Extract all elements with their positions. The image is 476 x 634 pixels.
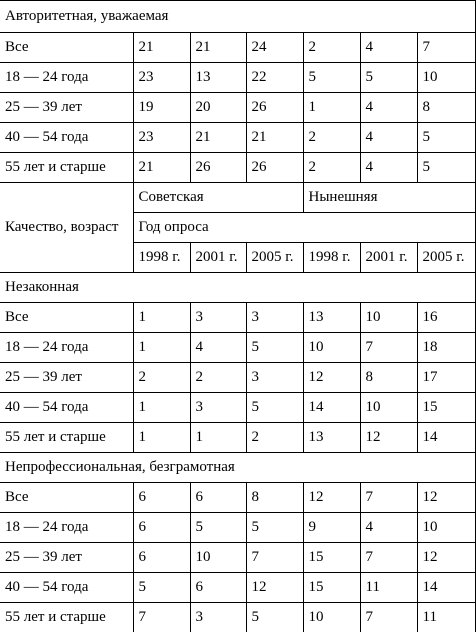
table-row bbox=[0, 603, 475, 633]
table-cell: 12 bbox=[246, 573, 303, 603]
table-cell: 16 bbox=[417, 303, 475, 333]
table-cell: 21 bbox=[246, 123, 303, 153]
table-cell: 2 bbox=[303, 33, 360, 63]
table-cell: 7 bbox=[360, 543, 417, 573]
table-cell: 7 bbox=[360, 483, 417, 513]
table-cell: 12 bbox=[303, 363, 360, 393]
table-cell: 5 bbox=[246, 603, 303, 633]
table-cell: 6 bbox=[133, 513, 190, 543]
table-row bbox=[0, 333, 475, 363]
header-year: 2005 г. bbox=[417, 243, 475, 273]
table-cell: 5 bbox=[246, 393, 303, 423]
table-cell: 2 bbox=[246, 423, 303, 453]
table-cell: 5 bbox=[133, 573, 190, 603]
table-cell: 3 bbox=[190, 603, 246, 633]
section-title-row bbox=[0, 273, 475, 303]
table-row bbox=[0, 33, 475, 63]
header-year: 1998 г. bbox=[133, 243, 190, 273]
table-cell: 10 bbox=[303, 333, 360, 363]
table-cell: 4 bbox=[360, 153, 417, 183]
table-cell: 7 bbox=[133, 603, 190, 633]
table-cell: 12 bbox=[417, 483, 475, 513]
table-cell: 7 bbox=[417, 33, 475, 63]
table-cell: 7 bbox=[360, 603, 417, 633]
table-cell: 23 bbox=[133, 123, 190, 153]
table-row bbox=[0, 513, 475, 543]
table-cell: 10 bbox=[360, 393, 417, 423]
table-cell: 15 bbox=[417, 393, 475, 423]
table-cell: 19 bbox=[133, 93, 190, 123]
row-label: 40 — 54 года bbox=[0, 573, 133, 603]
row-label: 18 — 24 года bbox=[0, 513, 133, 543]
table-cell: 12 bbox=[303, 483, 360, 513]
table-cell: 21 bbox=[190, 33, 246, 63]
header-group-current: Нынешняя bbox=[303, 183, 475, 213]
table-cell: 2 bbox=[133, 363, 190, 393]
section-title-illegal: Незаконная bbox=[0, 273, 475, 303]
section-title-authoritative: Авторитетная, уважаемая bbox=[0, 1, 475, 33]
table-cell: 4 bbox=[360, 123, 417, 153]
row-label: 40 — 54 года bbox=[0, 123, 133, 153]
header-year: 2005 г. bbox=[246, 243, 303, 273]
header-year: 2001 г. bbox=[360, 243, 417, 273]
table-cell: 1 bbox=[133, 423, 190, 453]
table-cell: 3 bbox=[190, 393, 246, 423]
row-label: 18 — 24 года bbox=[0, 63, 133, 93]
table-cell: 6 bbox=[190, 483, 246, 513]
table-cell: 11 bbox=[417, 603, 475, 633]
table-row bbox=[0, 543, 475, 573]
table-cell: 23 bbox=[133, 63, 190, 93]
table-row bbox=[0, 363, 475, 393]
table-cell: 13 bbox=[303, 303, 360, 333]
table-cell: 14 bbox=[417, 423, 475, 453]
table-cell: 5 bbox=[417, 153, 475, 183]
header-year: 2001 г. bbox=[190, 243, 246, 273]
table-row bbox=[0, 153, 475, 183]
table-cell: 13 bbox=[303, 423, 360, 453]
row-label: 55 лет и старше bbox=[0, 423, 133, 453]
table-cell: 6 bbox=[190, 573, 246, 603]
table-cell: 9 bbox=[303, 513, 360, 543]
row-label: 40 — 54 года bbox=[0, 393, 133, 423]
table-cell: 7 bbox=[246, 543, 303, 573]
table-row bbox=[0, 573, 475, 603]
header-year: 1998 г. bbox=[303, 243, 360, 273]
table-cell: 4 bbox=[360, 33, 417, 63]
table-cell: 5 bbox=[246, 513, 303, 543]
table-cell: 2 bbox=[303, 153, 360, 183]
table-cell: 5 bbox=[417, 123, 475, 153]
table-row bbox=[0, 483, 475, 513]
table-cell: 20 bbox=[190, 93, 246, 123]
table-cell: 10 bbox=[360, 303, 417, 333]
table-cell: 5 bbox=[190, 513, 246, 543]
table-cell: 10 bbox=[417, 513, 475, 543]
row-label: Все bbox=[0, 483, 133, 513]
table-cell: 12 bbox=[360, 423, 417, 453]
table-row bbox=[0, 393, 475, 423]
table-cell: 7 bbox=[360, 333, 417, 363]
table-cell: 18 bbox=[417, 333, 475, 363]
table-cell: 4 bbox=[190, 333, 246, 363]
header-row-groups bbox=[0, 183, 475, 213]
section-title-row bbox=[0, 453, 475, 483]
header-survey-year: Год опроса bbox=[133, 213, 475, 243]
table-cell: 13 bbox=[190, 63, 246, 93]
row-label: 25 — 39 лет bbox=[0, 363, 133, 393]
table-cell: 14 bbox=[303, 393, 360, 423]
table-cell: 8 bbox=[360, 363, 417, 393]
table-cell: 1 bbox=[133, 303, 190, 333]
table-cell: 5 bbox=[360, 63, 417, 93]
table-cell: 10 bbox=[417, 63, 475, 93]
table-cell: 26 bbox=[246, 93, 303, 123]
table-cell: 2 bbox=[303, 123, 360, 153]
table-cell: 26 bbox=[246, 153, 303, 183]
table-cell: 6 bbox=[133, 483, 190, 513]
row-label: Все bbox=[0, 303, 133, 333]
table-cell: 1 bbox=[303, 93, 360, 123]
table-cell: 15 bbox=[303, 573, 360, 603]
table-cell: 1 bbox=[133, 333, 190, 363]
table-cell: 5 bbox=[303, 63, 360, 93]
table-cell: 5 bbox=[246, 333, 303, 363]
table-cell: 14 bbox=[417, 573, 475, 603]
table-cell: 24 bbox=[246, 33, 303, 63]
row-label: 25 — 39 лет bbox=[0, 93, 133, 123]
table-row bbox=[0, 93, 475, 123]
table-cell: 15 bbox=[303, 543, 360, 573]
table-cell: 1 bbox=[133, 393, 190, 423]
table-cell: 2 bbox=[190, 363, 246, 393]
header-group-soviet: Советская bbox=[133, 183, 303, 213]
table-cell: 21 bbox=[133, 153, 190, 183]
table-cell: 8 bbox=[246, 483, 303, 513]
table-cell: 21 bbox=[133, 33, 190, 63]
table-cell: 22 bbox=[246, 63, 303, 93]
row-label: 18 — 24 года bbox=[0, 333, 133, 363]
row-label: 25 — 39 лет bbox=[0, 543, 133, 573]
table-cell: 10 bbox=[303, 603, 360, 633]
table-cell: 3 bbox=[190, 303, 246, 333]
row-label: 55 лет и старше bbox=[0, 603, 133, 633]
table-cell: 8 bbox=[417, 93, 475, 123]
row-label: 55 лет и старше bbox=[0, 153, 133, 183]
table-row bbox=[0, 123, 475, 153]
header-row-label: Качество, возраст bbox=[0, 183, 133, 273]
table-cell: 3 bbox=[246, 303, 303, 333]
section-title-unprofessional: Непрофессиональная, безграмотная bbox=[0, 453, 475, 483]
table-row bbox=[0, 423, 475, 453]
table-cell: 6 bbox=[133, 543, 190, 573]
table-row bbox=[0, 63, 475, 93]
table-cell: 4 bbox=[360, 513, 417, 543]
table-cell: 21 bbox=[190, 123, 246, 153]
row-label: Все bbox=[0, 33, 133, 63]
table-row bbox=[0, 303, 475, 333]
table-cell: 26 bbox=[190, 153, 246, 183]
table-cell: 1 bbox=[190, 423, 246, 453]
section-title-row bbox=[0, 1, 475, 33]
table-cell: 11 bbox=[360, 573, 417, 603]
table-cell: 3 bbox=[246, 363, 303, 393]
table-cell: 4 bbox=[360, 93, 417, 123]
table-cell: 17 bbox=[417, 363, 475, 393]
table-cell: 12 bbox=[417, 543, 475, 573]
table-cell: 10 bbox=[190, 543, 246, 573]
